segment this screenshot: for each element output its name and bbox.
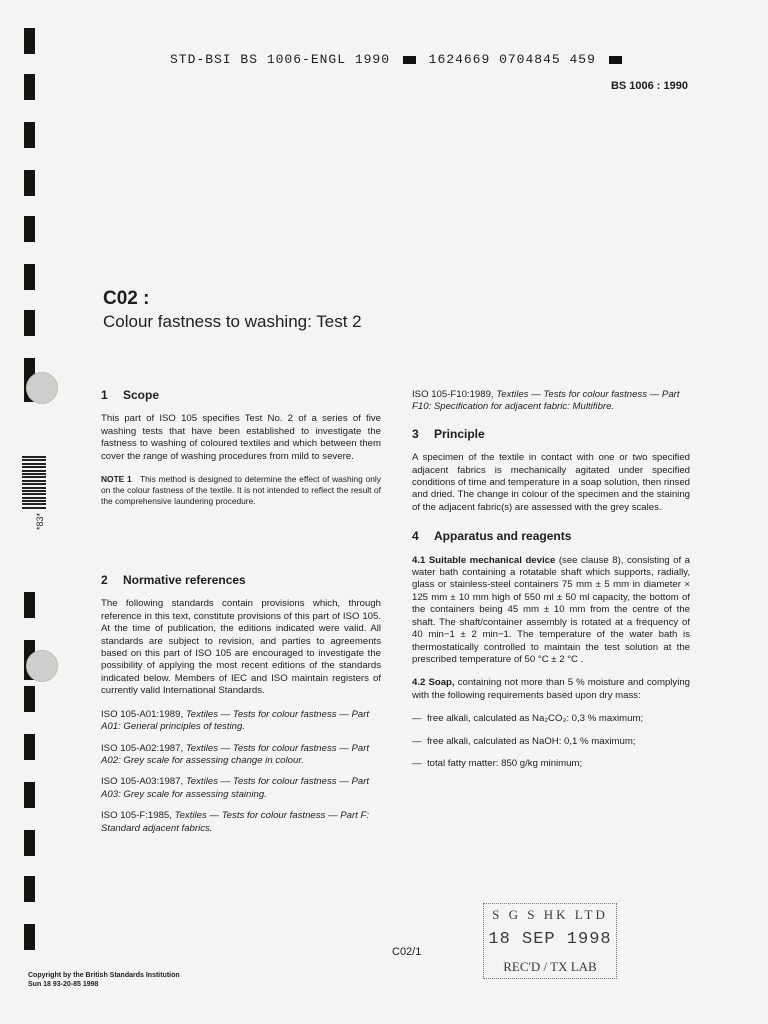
- margin-bar: [24, 592, 35, 618]
- margin-bar: [24, 74, 35, 100]
- margin-bar: [24, 686, 35, 712]
- standard-reference: BS 1006 : 1990: [610, 80, 688, 92]
- stamp-date: 18 SEP 1998: [488, 930, 612, 949]
- clause-4-1: 4.1 Suitable mechanical device (see clause 8), consisting of a water bath containing a rotatable shaft which supports, radially, glass or stainless-steel containers 75 mm ± 5 mm in diameter × 125 mm ± 10 mm high of 550 ml ± 50 ml capacity, the bottom of the containers being 45 mm ± 10 mm from the centre of the shaft. The shaft/container assembly is rotated at a frequency of 40 min−1 ± 2 min−1. The temperature of the water bath is thermostatically controlled to maintain the test solution at the prescribed temperature of 50 °C ± 2 °C .: [412, 554, 690, 665]
- margin-bar: [24, 216, 35, 242]
- reference-item: ISO 105-F:1985, Textiles — Tests for colour fastness — Part F: Standard adjacent fabrics.: [101, 810, 370, 834]
- document-code: C02 :: [103, 288, 150, 309]
- margin-bar: [24, 830, 35, 856]
- punch-hole: [26, 650, 58, 682]
- margin-bar: [24, 310, 35, 336]
- page-number: C02/1: [392, 946, 422, 958]
- redaction-block: [403, 56, 416, 64]
- reference-item: ISO 105-A03:1987, Textiles — Tests for colour fastness — Part A03: Grey scale for assessing staining.: [101, 776, 370, 800]
- reference-item: ISO 105-F10:1989, Textiles — Tests for colour fastness — Part F10: Specification for adjacent fabric: Multifibre.: [412, 389, 680, 413]
- scope-note: NOTE 1 This method is designed to determine the effect of washing only on the colour fastness of the textile. It is not intended to reflect the result of the comprehensive laundering procedure.: [101, 474, 381, 507]
- side-mark: *83*: [35, 512, 45, 530]
- side-barcode: [22, 456, 46, 520]
- section-heading-normative: 2 Normative references: [101, 573, 246, 588]
- stamp-company: S G S HK LTD: [492, 907, 608, 922]
- right-column: [412, 389, 690, 780]
- list-item: — total fatty matter: 850 g/kg minimum;: [412, 758, 690, 770]
- copyright-notice: Copyright by the British Standards Institution Sun 18 93-20-85 1998: [28, 972, 180, 988]
- section-heading-principle: 3 Principle: [412, 426, 485, 441]
- reference-item: ISO 105-A02:1987, Textiles — Tests for colour fastness — Part A02: Grey scale for assessing change in colour.: [101, 742, 370, 766]
- principle-paragraph: A specimen of the textile in contact with one or two specified adjacent fabrics is mechanically agitated under specified conditions of time and temperature in a soap solution, then rinsed and dried. The change in colour of the specimen and the staining of the adjacent fabric(s) are assessed with the grey scales.: [412, 452, 690, 513]
- margin-bar: [24, 264, 35, 290]
- soap-requirements-list: [412, 713, 690, 770]
- clause-4-2: 4.2 Soap, containing not more than 5 % moisture and complying with the following requirements based upon dry mass:: [412, 677, 691, 701]
- catalog-code: STD-BSI BS 1006-ENGL 1990: [170, 52, 391, 67]
- reference-item: ISO 105-A01:1989, Textiles — Tests for colour fastness — Part A01: General principles of testing.: [101, 708, 370, 733]
- margin-bar: [24, 28, 35, 54]
- section-heading-scope: 1 Scope: [101, 388, 160, 402]
- margin-bar: [24, 782, 35, 808]
- stamp-received: REC'D / TX LAB: [503, 959, 597, 974]
- redaction-block: [609, 56, 622, 64]
- left-column: [101, 389, 381, 844]
- catalog-number: 1624669 0704845 459: [428, 52, 596, 67]
- punch-hole: [26, 372, 58, 404]
- received-stamp: [483, 903, 617, 979]
- list-item: — free alkali, calculated as Na₂CO₃: 0,3 % maximum;: [412, 713, 690, 725]
- catalog-header: [170, 52, 626, 67]
- margin-bar: [24, 876, 35, 902]
- margin-bar: [24, 734, 35, 760]
- margin-bar: [24, 170, 35, 196]
- margin-bar: [24, 924, 35, 950]
- margin-bar: [24, 122, 35, 148]
- section-heading-apparatus: 4 Apparatus and reagents: [412, 529, 572, 544]
- scope-paragraph: This part of ISO 105 specifies Test No. 2 of a series of five washing tests that have been established to investigate the fastness to washing of coloured textiles and which between them cover the range of washing procedures from mild to severe.: [101, 413, 381, 462]
- document-title: Colour fastness to washing: Test 2: [103, 312, 362, 331]
- normative-paragraph: The following standards contain provisions which, through reference in this text, constitute provisions of this part of ISO 105. At the time of publication, the editions indicated were valid. All standards are subject to revision, and parties to agreements based on this part of ISO 105 are encouraged to investigate the possibility of applying the most recent editions of the standards indicated below. Members of IEC and ISO maintain registers of currently valid International Standards.: [101, 598, 381, 697]
- list-item: — free alkali, calculated as NaOH: 0,1 % maximum;: [412, 736, 690, 748]
